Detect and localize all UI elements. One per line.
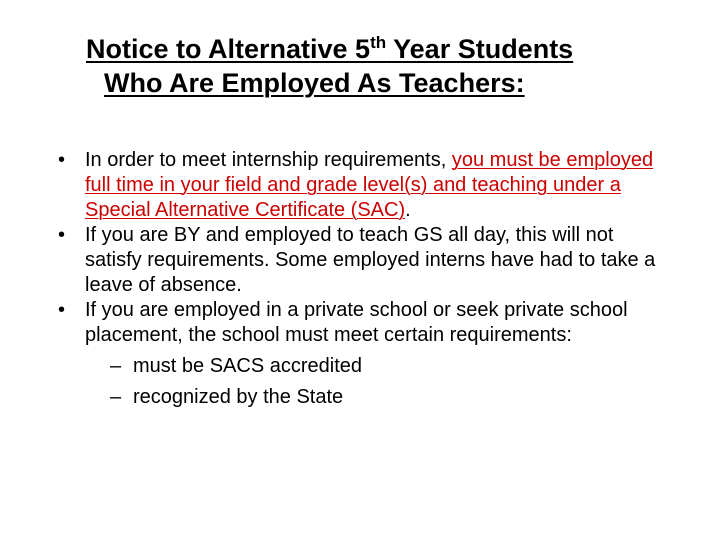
sub-item-text: recognized by the State (133, 386, 344, 408)
bullet-item-private-school (52, 298, 672, 410)
bullet-text: If you are employed in a private school or seek private school placement, the school must meet certain requirements: (85, 299, 628, 346)
title-line-2: Who Are Employed As Teachers: (104, 68, 525, 98)
sub-marker: – (110, 386, 122, 408)
title-line-1-prefix: Notice to Alternative 5 (86, 34, 371, 64)
slide-title (60, 32, 700, 100)
title-ordinal-suffix: th (370, 33, 387, 52)
sub-bullet-list (85, 354, 672, 410)
bullet-item-internship (52, 148, 672, 223)
bullet-text: If you are BY and employed to teach GS all day, this will not satisfy requirements. Some employed interns have had to take a leave of absence. (85, 224, 656, 296)
title-line-1-suffix: Year Students (386, 34, 574, 64)
title-line-1 (60, 32, 700, 66)
bullet-list (52, 148, 672, 416)
bullet-text-before: In order to meet internship requirements, (85, 149, 452, 171)
bullet-item-by-employed (52, 223, 672, 298)
sub-item-text: must be SACS accredited (133, 355, 362, 377)
bullet-text-after: . (405, 199, 411, 221)
bullet-marker: • (58, 299, 66, 321)
sub-marker: – (110, 355, 122, 377)
bullet-marker: • (58, 149, 66, 171)
highlighted-requirement-link[interactable]: you must be employed full time in your field and grade level(s) and teaching under a Special Alternative Certificate (SAC) (85, 149, 654, 221)
sub-item-state (85, 385, 672, 410)
sub-item-sacs (85, 354, 672, 379)
bullet-marker: • (58, 224, 66, 246)
